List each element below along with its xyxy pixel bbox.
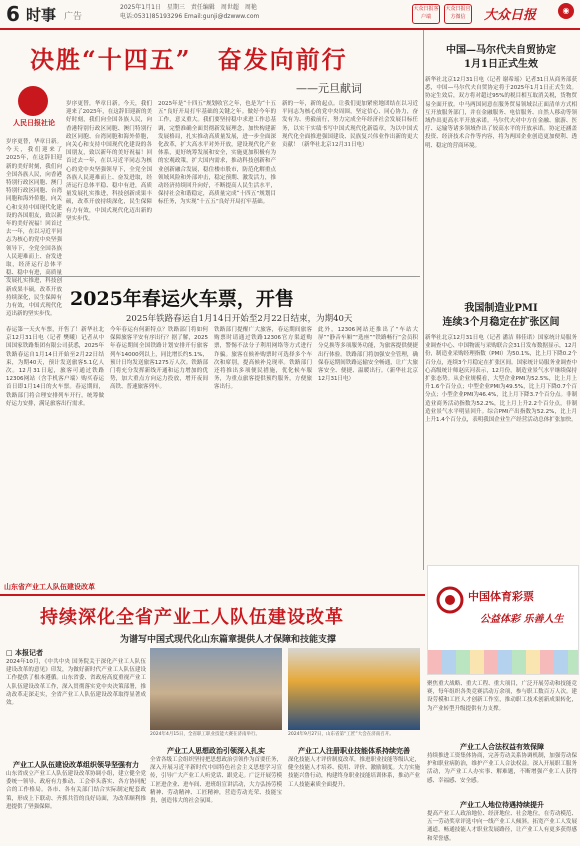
lead-body-left: 岁序更替，华章日新。今天，我们迎来了2025年，在这辞旧迎新的美好时刻，我们向全国各族人民，向香港特别行政区同胞、澳门特别行政区同胞、台湾同胞和海外侨胞，向关心和支持中国现代化建设的各国朋友，致以新年的美好祝福！回首过去一年，在以习近平同志为核心的党中央坚强领导下，全党全国各族人民迎难而上、奋发进取，经济运行总体平稳、稳中有进，高质量发展扎实推进，科技创新成果丰硕，改革开放持续深化，民生保障有力有效，中国式现代化迈出新的坚实步伐。	[66, 101, 152, 222]
client-logo: 大众日报客户端	[412, 4, 440, 24]
editorial-seal	[6, 86, 62, 132]
feature-body-e: 持续推进工资集体协商，完善劳动关系协调机制，加强劳动保护和职业病防治，维护产业工人合法权益。深入开展职工服务活动，为产业工人办实事、解难题，不断增强产业工人获得感、幸福感、安全感。	[427, 753, 577, 784]
feature-photo-2	[288, 648, 420, 730]
lead-body-left-2: 岁序更替，华章日新。今天，我们迎来了2025年，在这辞旧迎新的美好时刻，我们向全国各族人民，向香港特别行政区同胞、澳门特别行政区同胞、台湾同胞和海外侨胞，向关心和支持中国现代化建设的各国朋友，致以新年的美好祝福！回首过去一年，在以习近平同志为核心的党中央坚强领导下，全党全国各族人民迎难而上、奋发进取，经济运行总体平稳、稳中有进，高质量发展扎实推进，科技创新成果丰硕，改革开放持续深化，民生保障有力有效，中国式现代化迈出新的坚实步伐。	[6, 139, 62, 318]
masthead-meta	[120, 3, 280, 21]
story2-title-line2: 连续3个月稳定在扩张区间	[442, 317, 560, 328]
newspaper-brand: 大众日报	[484, 8, 537, 23]
page-number: 6	[6, 2, 20, 26]
rail-col-1: 春运第一天火车票，开售了！新华社北京12月31日电（记者 樊曦）记者从中国国家铁路集团有限公司获悉，2025年铁路春运自1月14日开始至2月22日结束，为期40天，预计发送旅客5.1亿人次。12月31日起，旅客可通过铁路12306网站（含手机客户端）购买春运首日即1月14日的火车票。春运期间，铁路部门将合理安排列车开行，统筹做好运力安排，满足旅客出行需求。	[6, 327, 104, 407]
story2-body: 新华社北京12月31日电（记者 潘洁 韩佳诺）国家统计局服务业调查中心、中国物流与采购联合会31日发布数据显示，12月份，制造业采购经理指数（PMI）为50.1%，比上月下降0.2个百分点，连续3个月稳定在扩张区间。国家统计局服务业调查中心高级统计师赵庆河表示，12月份，制造业景气水平继续保持扩张态势。从企业规模看，大型企业PMI为52.5%，比上月上升1.6个百分点；中型企业PMI为49.5%，比上月下降0.7个百分点；小型企业PMI为46.4%，比上月下降3.7个百分点。非制造业商务活动指数为52.2%，比上月上升2.2个百分点，非制造业景气水平明显回升。综合PMI产出指数为52.2%，比上月上升1.4个百分点，表明我国企业生产经营活动总体扩张加快。	[425, 335, 578, 424]
rail-top-rule	[4, 276, 420, 277]
story1-title-line2: 1月1日正式生效	[464, 59, 538, 70]
ad-tag: 广告	[64, 12, 83, 22]
lottery-name: 中国体育彩票	[468, 590, 534, 603]
lead-headline: 决胜“十四五” 奋发向前行	[30, 45, 348, 74]
lead-body-mid: 2025年是“十四五”规划收官之年，也是为“十五五”良好开局打牢基础的关键之年。做好今年的工作，意义重大。我们要坚持稳中求进工作总基调，完整准确全面贯彻新发展理念，加快构建新发展格局，扎实推动高质量发展，进一步全面深化改革，扩大高水平对外开放，建设现代化产业体系，更好统筹发展和安全，实施更加积极有为的宏观政策，扩大国内需求，推动科技创新和产业创新融合发展，稳住楼市股市，防范化解重点领域风险和外部冲击，稳定预期、激发活力，推动经济持续回升向好，不断提高人民生活水平，保持社会和谐稳定，高质量完成“十四五”规划目标任务，为实现“十五五”良好开局打牢基础。	[158, 101, 276, 206]
feature-body-f: 提高产业工人政治地位、经济地位、社会地位，在劳动模范、五一劳动奖章评选中向一线产业工人倾斜。拓宽产业工人发展通道，畅通技能人才职业发展路径，让产业工人有更多获得感和荣誉感。	[427, 811, 577, 842]
lead-body-right: 新的一年，新的起点。让我们更加紧密地团结在以习近平同志为核心的党中央周围，坚定信心、同心协力，奋发有为、勇毅前行，努力完成全年经济社会发展目标任务，以实干实绩书写中国式现代化新篇章，为以中国式现代化全面推进强国建设、民族复兴伟业作出新的更大贡献！（新华社北京12月31日电）	[282, 101, 418, 149]
story1-body: 新华社北京12月31日电（记者 谢希瑶）记者31日从商务部获悉，中国—马尔代夫自贸协定将于2025年1月1日正式生效。协定生效后，双方将对超过95%的税目相互取消关税，货物贸易全面开放。中马两国同意在服务贸易领域以正面清单方式相互开放服务部门，并在金融服务、电信服务、自然人移动等领域作出更高水平开放承诺。马尔代夫对中方在金融、旅游、医疗、运输等诸多领域作出了较高水平的开放承诺。协定还涵盖投资、经济技术合作等内容，将为两国企业创造更加便利、透明、稳定的营商环境。	[425, 77, 577, 149]
seal-icon	[18, 86, 48, 116]
feature-caption-1: 2024年4月15日，全省职工职业技能大赛在济南举行。	[150, 732, 261, 737]
section-title: 时事	[26, 6, 57, 24]
feature-sub-f: 产业工人地位待遇持续提升	[460, 800, 544, 809]
feature-section-bar	[0, 580, 425, 596]
lottery-ad	[427, 565, 579, 675]
feature-sub-a: 产业工人思想政治引领深入扎实	[167, 746, 265, 755]
seal-label: 人民日报社论	[13, 119, 55, 127]
wechat-logo: 大众日报官方微信	[444, 4, 472, 24]
feature-section-label: 山东省产业工人队伍建设改革	[4, 583, 95, 591]
feature-byline: □ 本报记者	[6, 648, 44, 657]
feature-intro: 2024年10月，《中共中央 国务院关于深化产业工人队伍建设改革的意见》印发，为做好新时代产业工人队伍建设工作提供了根本遵循。山东省委、省政府高度重视产业工人队伍建设改革工作，深入贯彻落实党中央决策部署，推动改革走深走实，全省产业工人队伍建设改革取得显著成效。	[6, 659, 146, 707]
feature-photo-1	[150, 648, 282, 730]
rail-col-3: 铁路部门提醒广大旅客，春运期间旅客购票时请通过铁路12306官方渠道购票，警惕不法分子利用网络等方式进行诈骗。旅客在候补购票时可选择多个车次和席别，提高候补兑现率。铁路部门还将推出多项便民措施，优化候车服务，为重点旅客提供预约服务，方便旅客出行。	[214, 327, 312, 391]
meta-line-2: 电话:0531)85193296 Email:gunji@dzwww.com	[120, 13, 260, 20]
lottery-ribbon	[428, 650, 578, 674]
feature-sub-e: 产业工人合法权益有效保障	[460, 742, 544, 751]
feature-caption-2: 2024年9月27日，山东省第“工匠”大会在济南召开。	[288, 732, 394, 737]
feature-sub-b: 产业工人队伍建设改革组织领导坚强有力	[13, 760, 139, 769]
feature-subheadline: 为谱写中国式现代化山东篇章提供人才保障和技能支撑	[120, 635, 337, 645]
feature-body-c: 聚焦重大战略、重大工程、重大项目，广泛开展劳动和技能竞赛，每年组织各类竞赛活动万余项，参与职工数百万人次。建设劳模和工匠人才创新工作室，推动职工技术创新成果转化，为产业转型升级提供有力支撑。	[427, 681, 577, 712]
feature-body-a: 全省各级工会组织坚持把思想政治引领作为首要任务，深入开展习近平新时代中国特色社会主义思想学习宣传，引导广大产业工人听党话、跟党走。广泛开展劳模工匠进企业、进车间、进班组宣讲活动，大力弘扬劳模精神、劳动精神、工匠精神，营造劳动光荣、技能宝贵、创造伟大的社会氛围。	[150, 757, 283, 805]
lottery-slogan: 公益体彩 乐善人生	[480, 614, 564, 625]
lottery-logo-icon	[436, 586, 464, 614]
rail-col-2: 今年春运有何新特点？铁路部门将如何保障旅客平安有序出行？据了解，2025年春运期间全国铁路计划安排开行旅客列车14000列以上，同比增长约5.1%，预计日均发送旅客1275万人次。铁路部门将充分发挥新线开通和运力增加的优势，加大重点方向运力投放，增开夜间高铁、普速旅客列车。	[110, 327, 208, 391]
rail-headline: 2025年春运火车票，开售	[70, 288, 294, 310]
feature-headline: 持续深化全省产业工人队伍建设改革	[40, 607, 344, 628]
rail-subheadline: 2025年铁路春运自1月14日开始至2月22日结束，为期40天	[126, 314, 353, 324]
feature-body-d: 深化技能人才评价制度改革，推进职业技能等级认定，健全技能人才培养、使用、评价、激励制度。大力实施技能兴鲁行动，构建终身职业技能培训体系，推动产业工人技能素质全面提升。	[288, 757, 421, 788]
brand-mark-icon: ◉	[558, 3, 574, 19]
meta-line-1: 2025年1月1日 星期三 责任编辑 周世超 周艳	[120, 4, 257, 11]
feature-body-b: 山东省成立产业工人队伍建设改革协调小组，建立健全党委统一领导、政府有力推动、工会牵头落实、各方协同配合的工作格局。各市、各有关部门结合实际制定配套政策，形成上下联动、齐抓共管的良好局面，为改革顺利推进提供了坚强保障。	[6, 771, 146, 810]
feature-sub-d: 产业工人注册职业技能体系持续完善	[298, 746, 410, 755]
sidebar-divider	[423, 30, 424, 570]
rail-col-4: 此外，12306网站还推出了“车站大屏”“静音车厢”“选座”“铁路畅行”会员积分兑换等多项服务功能，为旅客提供便捷出行体验。铁路部门将加强安全管理，确保春运期间铁路运输安全畅通，让广大旅客安全、便捷、温暖出行。（新华社北京12月31日电）	[318, 327, 418, 383]
sidebar	[425, 30, 577, 502]
lead-byline: ——元旦献词	[296, 82, 362, 95]
story2-title-line1: 我国制造业PMI	[464, 303, 538, 314]
story1-title-line1: 中国—马尔代夫自贸协定	[446, 45, 556, 56]
